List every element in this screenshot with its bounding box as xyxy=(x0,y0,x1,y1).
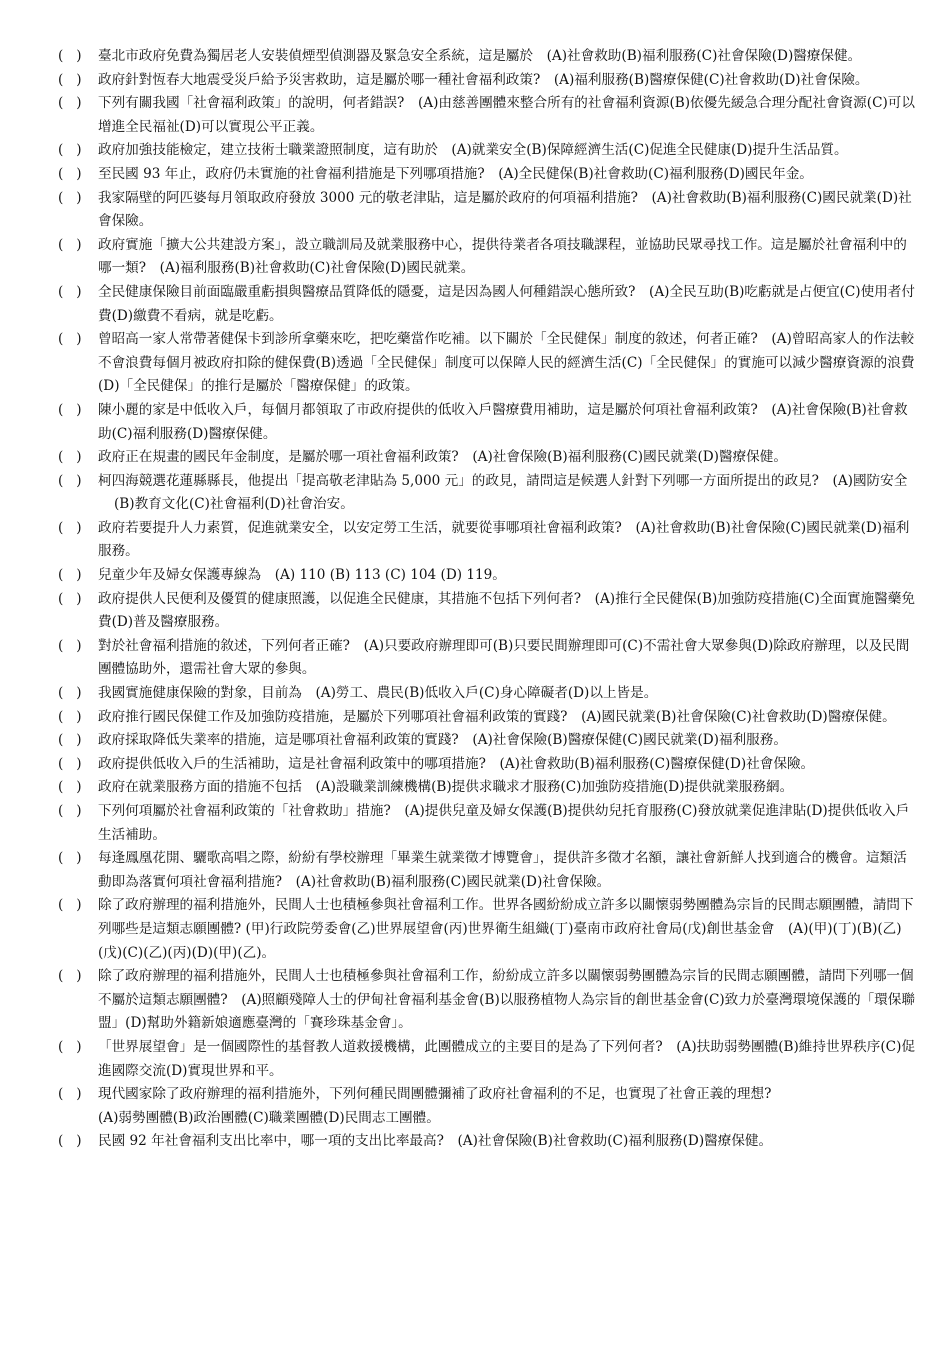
question-item xyxy=(58,800,920,847)
question-item xyxy=(58,328,920,399)
question-text: 全民健康保險目前面臨嚴重虧損與醫療品質降低的隱憂，這是因為國人何種錯誤心態所致? (A)全民互助(B)吃虧就是占便宜(C)使用者付費(D)繳費不看病，就是吃虧。 xyxy=(98,283,915,324)
answer-blank: ( ) xyxy=(58,755,82,772)
answer-blank: ( ) xyxy=(58,283,82,300)
question-item xyxy=(58,187,920,234)
question-text: 政府若要提升人力素質，促進就業安全，以安定勞工生活，就要從事哪項社會福利政策? (A)社會救助(B)社會保險(C)國民就業(D)福利服務。 xyxy=(98,519,910,560)
question-text: 曾昭高一家人常帶著健保卡到診所拿藥來吃，把吃藥當作吃補。以下關於「全民健保」制度的敘述，何者正確? (A)曾昭高家人的作法較不會浪費每個月被政府扣除的健保費(B)透過「全民健保」制度可以保障人民的經濟生活(C)「全民健保」的實施可以減少醫療資源的浪費(D)「全民健保」的推行是屬於「醫療保健」的政策。 xyxy=(98,331,915,395)
question-item xyxy=(58,163,920,187)
answer-blank: ( ) xyxy=(58,637,82,654)
question-text: 對於社會福利措施的敘述，下列何者正確? (A)只要政府辦理即可(B)只要民間辦理即可(C)不需社會大眾參與(D)除政府辦理，以及民間團體協助外，還需社會大眾的參與。 xyxy=(98,637,910,678)
question-item xyxy=(58,965,920,1036)
answer-blank: ( ) xyxy=(58,850,82,867)
question-text: 「世界展望會」是一個國際性的基督教人道救援機構，此團體成立的主要目的是為了下列何者? (A)扶助弱勢團體(B)維持世界秩序(C)促進國際交流(D)實現世界和平。 xyxy=(98,1038,915,1079)
question-item xyxy=(58,753,920,777)
question-item xyxy=(58,446,920,470)
question-item xyxy=(58,706,920,730)
question-item xyxy=(58,69,920,93)
question-item xyxy=(58,847,920,894)
answer-blank: ( ) xyxy=(58,1038,82,1055)
answer-blank: ( ) xyxy=(58,708,82,725)
question-text: 政府加強技能檢定，建立技術士職業證照制度，這有助於 (A)就業安全(B)保障經濟生活(C)促進全民健康(D)提升生活品質。 xyxy=(98,142,848,159)
answer-blank: ( ) xyxy=(58,236,82,253)
answer-blank: ( ) xyxy=(58,48,82,64)
question-item xyxy=(58,776,920,800)
question-text: 下列有關我國「社會福利政策」的說明，何者錯誤? (A)由慈善團體來整合所有的社會福利資源(B)依優先緩急合理分配社會資源(C)可以增進全民福祉(D)可以實現公平正義。 xyxy=(98,95,915,135)
answer-blank: ( ) xyxy=(58,472,82,489)
question-text: 至民國 93 年止，政府仍未實施的社會福利措施是下列哪項措施? (A)全民健保(B)社會救助(C)福利服務(D)國民年金。 xyxy=(98,165,813,182)
question-item xyxy=(58,682,920,706)
answer-blank: ( ) xyxy=(58,95,82,112)
answer-blank: ( ) xyxy=(58,331,82,348)
question-item xyxy=(58,399,920,446)
question-text: 政府針對恆春大地震受災戶給予災害救助，這是屬於哪一種社會福利政策? (A)福利服務(B)醫療保健(C)社會救助(D)社會保險。 xyxy=(98,71,869,88)
answer-blank: ( ) xyxy=(58,732,82,749)
question-item xyxy=(58,92,920,139)
question-text: 每逢鳳凰花開、驪歌高唱之際，紛紛有學校辦理「畢業生就業徵才博覽會」，提供許多徵才名額，讓社會新鮮人找到適合的機會。這類活動即為落實何項社會福利措施? (A)社會救助(B)福利服務(C)國民就業(D)社會保險。 xyxy=(98,850,907,890)
answer-blank: ( ) xyxy=(58,142,82,159)
question-text: 我國實施健康保險的對象，目前為 (A)勞工、農民(B)低收入戶(C)身心障礙者(D)以上皆是。 xyxy=(98,685,658,702)
answer-blank: ( ) xyxy=(58,685,82,702)
answer-blank: ( ) xyxy=(58,590,82,607)
answer-blank: ( ) xyxy=(58,71,82,88)
question-text: 民國 92 年社會福利支出比率中，哪一項的支出比率最高? (A)社會保險(B)社會救助(C)福利服務(D)醫療保健。 xyxy=(98,1133,773,1150)
question-text: 政府提供低收入戶的生活補助，這是社會福利政策中的哪項措施? (A)社會救助(B)福利服務(C)醫療保健(D)社會保險。 xyxy=(98,755,815,772)
question-text: 現代國家除了政府辦理的福利措施外，下列何種民間團體彌補了政府社會福利的不足，也實現了社會正義的理想? (A)弱勢團體(B)政治團體(C)職業團體(D)民間志工團體。 xyxy=(98,1086,772,1126)
question-text: 政府實施「擴大公共建設方案」，設立職訓局及就業服務中心，提供待業者各項技職課程，並協助民眾尋找工作。這是屬於社會福利中的哪一類? (A)福利服務(B)社會救助(C)社會保險(D)國民就業。 xyxy=(98,236,907,277)
answer-blank: ( ) xyxy=(58,189,82,206)
question-item xyxy=(58,564,920,588)
answer-blank: ( ) xyxy=(58,519,82,536)
question-text: 政府提供人民便利及優質的健康照護，以促進全民健康，其措施不包括下列何者? (A)推行全民健保(B)加強防疫措施(C)全面實施醫藥免費(D)普及醫療服務。 xyxy=(98,590,915,631)
answer-blank: ( ) xyxy=(58,567,82,584)
question-item xyxy=(58,1036,920,1083)
question-item xyxy=(58,635,920,682)
answer-blank: ( ) xyxy=(58,897,82,914)
question-item xyxy=(58,139,920,163)
answer-blank: ( ) xyxy=(58,165,82,182)
answer-blank: ( ) xyxy=(58,803,82,819)
question-item xyxy=(58,234,920,281)
answer-blank: ( ) xyxy=(58,1133,82,1150)
question-text: 除了政府辦理的福利措施外，民間人士也積極參與社會福利工作。世界各國紛紛成立許多以關懷弱勢團體為宗旨的民間志願團體，請問下列哪些是這類志願團體? (甲)行政院勞委會(乙)世界展望會(丙)世界衛生組織(丁)臺南市政府社會局(戊)創世基金會 (A)(甲)(丁)(B)(乙)(戊)(C)(乙)(丙)(D)(甲)(乙)。 xyxy=(98,897,914,961)
answer-blank: ( ) xyxy=(58,401,82,418)
answer-blank: ( ) xyxy=(58,779,82,796)
question-item xyxy=(58,281,920,328)
question-item xyxy=(58,1130,920,1154)
question-item xyxy=(58,517,920,564)
answer-blank: ( ) xyxy=(58,449,82,466)
question-text: 除了政府辦理的福利措施外，民間人士也積極參與社會福利工作，紛紛成立許多以關懷弱勢團體為宗旨的民間志願團體，請問下列哪一個不屬於這類志願團體? (A)照顧殘障人士的伊甸社會福利基金會(B)以服務植物人為宗旨的創世基金會(C)致力於臺灣環境保護的「環保聯盟」(D)幫助外籍新娘適應臺灣的「賽珍珠基金會」。 xyxy=(98,968,915,1032)
question-item xyxy=(58,1083,920,1130)
question-item xyxy=(58,729,920,753)
answer-blank: ( ) xyxy=(58,1086,82,1103)
question-item xyxy=(58,588,920,635)
answer-blank: ( ) xyxy=(58,968,82,985)
question-text: 柯四海競選花蓮縣縣長，他提出「提高敬老津貼為 5,000 元」的政見，請問這是候選人針對下列哪一方面所提出的政見? (A)國防安全(B)教育文化(C)社會福利(D)社會治安。 xyxy=(98,472,908,513)
question-item xyxy=(58,470,920,517)
question-text: 政府在就業服務方面的措施不包括 (A)設職業訓練機構(B)提供求職求才服務(C)加強防疫措施(D)提供就業服務網。 xyxy=(98,779,794,796)
question-text: 政府推行國民保健工作及加強防疫措施，是屬於下列哪項社會福利政策的實踐? (A)國民就業(B)社會保險(C)社會救助(D)醫療保健。 xyxy=(98,708,896,725)
question-item xyxy=(58,894,920,965)
question-text: 臺北市政府免費為獨居老人安裝偵煙型偵測器及緊急安全系統，這是屬於 (A)社會救助(B)福利服務(C)社會保險(D)醫療保健。 xyxy=(98,48,862,64)
question-text: 政府正在規畫的國民年金制度，是屬於哪一項社會福利政策? (A)社會保險(B)福利服務(C)國民就業(D)醫療保健。 xyxy=(98,449,787,466)
question-text: 下列何項屬於社會福利政策的「社會救助」措施? (A)提供兒童及婦女保護(B)提供幼兒托育服務(C)發放就業促進津貼(D)提供低收入戶生活補助。 xyxy=(98,803,910,843)
question-text: 我家隔壁的阿匹婆每月領取政府發放 3000 元的敬老津貼，這是屬於政府的何項福利措施? (A)社會救助(B)福利服務(C)國民就業(D)社會保險。 xyxy=(98,189,912,230)
question-text: 政府採取降低失業率的措施，這是哪項社會福利政策的實踐? (A)社會保險(B)醫療保健(C)國民就業(D)福利服務。 xyxy=(98,732,787,749)
question-text: 兒童少年及婦女保護專線為 (A) 110 (B) 113 (C) 104 (D) 119。 xyxy=(98,567,506,584)
question-item xyxy=(58,45,920,69)
question-text: 陳小麗的家是中低收入戶，每個月都領取了市政府提供的低收入戶醫療費用補助，這是屬於何項社會福利政策? (A)社會保險(B)社會救助(C)福利服務(D)醫療保健。 xyxy=(98,401,908,442)
